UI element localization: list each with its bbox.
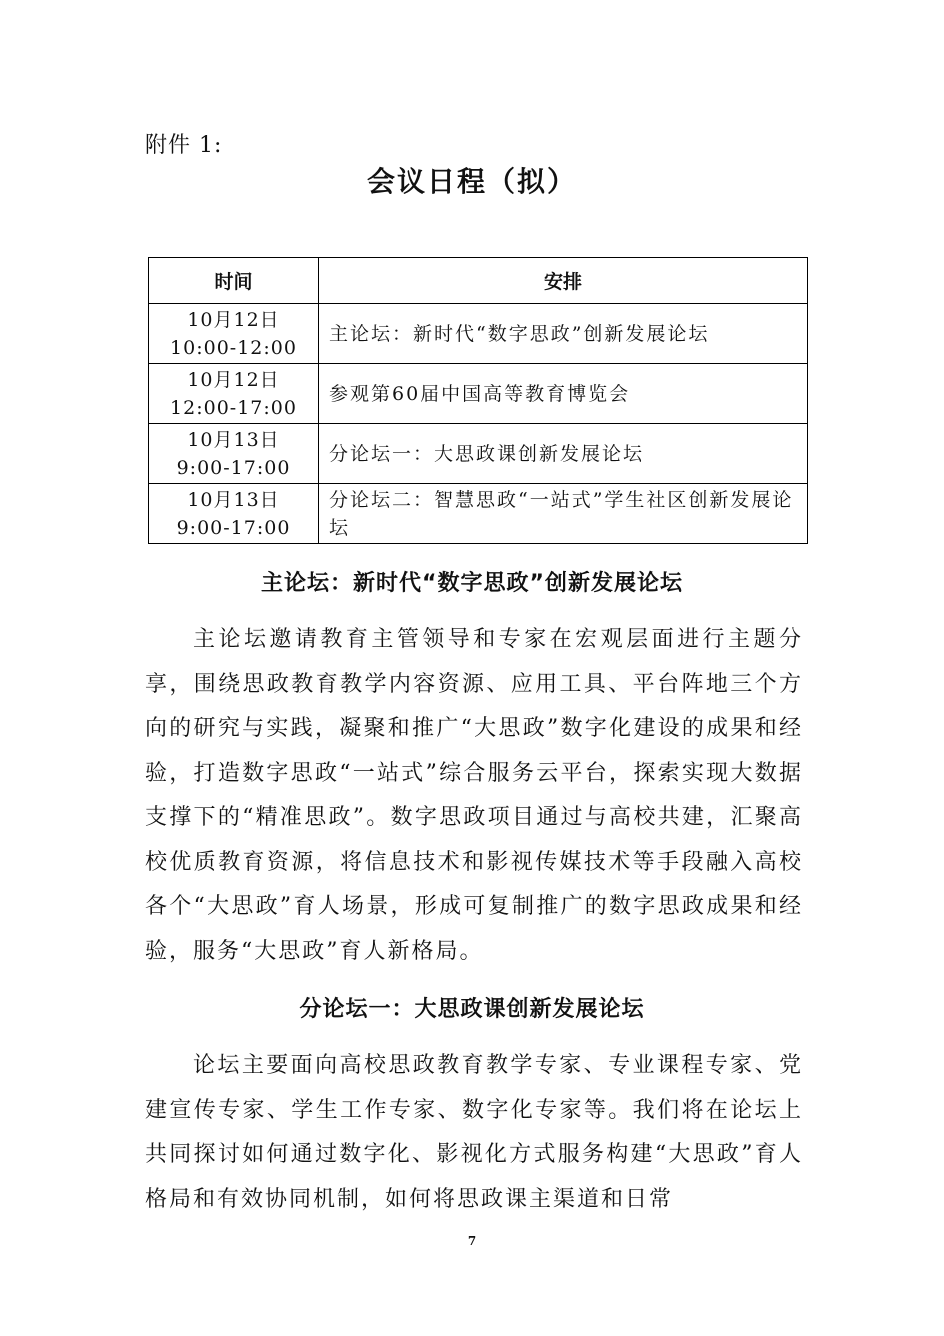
date-text: 10月13日 bbox=[187, 428, 280, 451]
column-header-time: 时间 bbox=[149, 258, 319, 304]
arrangement-cell: 分论坛二：智慧思政“一站式”学生社区创新发展论坛 bbox=[319, 484, 808, 544]
table-header-row bbox=[149, 258, 808, 304]
page-number: 7 bbox=[467, 1234, 477, 1248]
table-row bbox=[149, 484, 808, 544]
document-title: 会议日程（拟） bbox=[366, 165, 577, 198]
time-cell bbox=[149, 484, 319, 544]
arrangement-cell: 主论坛：新时代“数字思政”创新发展论坛 bbox=[319, 304, 808, 364]
table-row bbox=[149, 424, 808, 484]
time-range-text: 12:00-17:00 bbox=[170, 396, 297, 419]
date-text: 10月12日 bbox=[187, 368, 280, 391]
column-header-arrangement: 安排 bbox=[319, 258, 808, 304]
time-range-text: 10:00-12:00 bbox=[170, 336, 297, 359]
paragraph-main-forum: 主论坛邀请教育主管领导和专家在宏观层面进行主题分享，围绕思政教育教学内容资源、应用工具、平台阵地三个方向的研究与实践，凝聚和推广“大思政”数字化建设的成果和经验，打造数字思政“一站式”综合服务云平台，探索实现大数据支撑下的“精准思政”。数字思政项目通过与高校共建，汇聚高校优质教育资源，将信息技术和影视传媒技术等手段融入高校各个“大思政”育人场景，形成可复制推广的数字思政成果和经验，服务“大思政”育人新格局。 bbox=[145, 627, 803, 964]
section-heading-sub-forum-1: 分论坛一：大思政课创新发展论坛 bbox=[299, 997, 645, 1022]
table-row bbox=[149, 364, 808, 424]
time-cell bbox=[149, 364, 319, 424]
section-heading-main-forum: 主论坛：新时代“数字思政”创新发展论坛 bbox=[261, 571, 683, 596]
table-row bbox=[149, 304, 808, 364]
date-text: 10月13日 bbox=[187, 488, 280, 511]
time-cell bbox=[149, 424, 319, 484]
arrangement-cell: 参观第60届中国高等教育博览会 bbox=[319, 364, 808, 424]
paragraph-sub-forum-1: 论坛主要面向高校思政教育教学专家、专业课程专家、党建宣传专家、学生工作专家、数字化专家等。我们将在论坛上共同探讨如何通过数字化、影视化方式服务构建“大思政”育人格局和有效协同机制，如何将思政课主渠道和日常 bbox=[145, 1053, 803, 1212]
arrangement-cell: 分论坛一：大思政课创新发展论坛 bbox=[319, 424, 808, 484]
attachment-label: 附件 1: bbox=[145, 133, 223, 158]
time-range-text: 9:00-17:00 bbox=[176, 516, 291, 539]
time-range-text: 9:00-17:00 bbox=[176, 456, 291, 479]
time-cell bbox=[149, 304, 319, 364]
date-text: 10月12日 bbox=[187, 308, 280, 331]
schedule-table bbox=[148, 257, 808, 544]
